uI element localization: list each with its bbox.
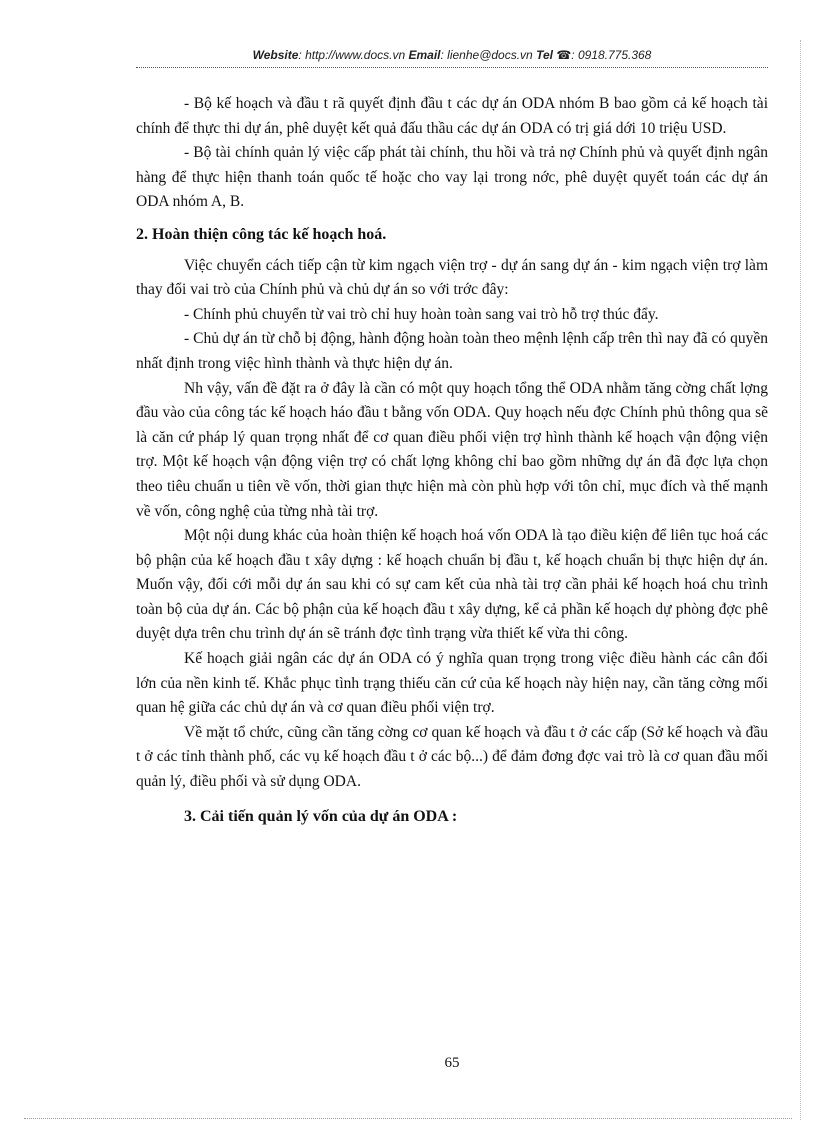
email-value: : lienhe@docs.vn xyxy=(440,48,533,62)
section-heading: 3. Cải tiến quản lý vốn của dự án ODA : xyxy=(184,807,458,825)
header-divider xyxy=(136,67,768,68)
paragraph: Việc chuyển cách tiếp cận từ kim ngạch viện trợ - dự án sang dự án - kim ngạch viện trợ làm thay đổi vai trò của Chính phủ và chủ dự án so với trớc đây: xyxy=(136,256,768,299)
document-body xyxy=(136,92,768,835)
paragraph: - Bộ kế hoạch và đầu t rã quyết định đầu t các dự án ODA nhóm B bao gồm cả kế hoạch tài chính để thực thi dự án, phê duyệt kết quả đấu thầu các dự án ODA có trị giá dới 10 triệu USD. xyxy=(136,95,768,137)
website-value: : http://www.docs.vn xyxy=(298,48,406,62)
paragraph: Một nội dung khác của hoàn thiện kế hoạch hoá vốn ODA là tạo điều kiện để liên tục hoá các bộ phận của kế hoạch đầu t xây dựng : kế hoạch chuẩn bị đầu t, kế hoạch chuẩn bị thực hiện dự án. Muốn vậy, đối cới mỗi dự án sau khi có sự cam kết của nhà tài trợ cần phải kế hoạch hoá chu trình toàn bộ của dự án. Các bộ phận của kế hoạch đầu t xây dựng, kể cả phần kế hoạch dự phòng đợc phê duyệt dựa trên chu trình dự án sẽ tránh đợc tình trạng vừa thiết kế vừa thi công. xyxy=(136,527,768,643)
paragraph: Nh vậy, vấn đề đặt ra ở đây là cần có một quy hoạch tổng thể ODA nhằm tăng cờng chất lợng đầu vào của công tác kế hoạch háo đầu t bằng vốn ODA. Quy hoạch nếu đợc Chính phủ thông qua sẽ là căn cứ pháp lý quan trọng nhất để cơ quan điều phối viện trợ hình thành kế hoạch vận động viện trợ. Một kế hoạch vận động viện trợ có chất lợng không chỉ bao gồm những dự án đã đợc lựa chọn theo tiêu chuẩn u tiên về vốn, thời gian thực hiện mà còn phù hợp với tôn chỉ, mục đích và thế mạnh về vốn, công nghệ của từng nhà tài trợ. xyxy=(136,379,768,520)
section-heading: 2. Hoàn thiện công tác kế hoạch hoá. xyxy=(136,225,387,243)
page-number: 65 xyxy=(444,1055,460,1071)
paragraph: Kế hoạch giải ngân các dự án ODA có ý nghĩa quan trọng trong việc điều hành các cân đối lớn của nền kinh tế. Khắc phục tình trạng thiếu căn cứ của kế hoạch này hiện nay, cần tăng cờng mối quan hệ giữa các chủ dự án và cơ quan điều phối viện trợ. xyxy=(136,650,768,717)
paragraph: - Bộ tài chính quản lý việc cấp phát tài chính, thu hồi và trả nợ Chính phủ và quyết định ngân hàng để thực hiện thanh toán quốc tế hoặc cho vay lại trong nớc, phê duyệt quyết toán các dự án ODA nhóm A, B. xyxy=(136,144,768,211)
email-label: Email xyxy=(408,48,441,62)
paragraph: - Chủ dự án từ chỗ bị động, hành động hoàn toàn theo mệnh lệnh cấp trên thì nay đã có quyền nhất định trong việc hình thành và thực hiện dự án. xyxy=(136,330,768,372)
right-divider xyxy=(800,40,801,1120)
page-header xyxy=(136,48,768,62)
website-label: Website xyxy=(252,48,299,62)
tel-label: Tel xyxy=(536,48,553,62)
paragraph: - Chính phủ chuyển từ vai trò chỉ huy hoàn toàn sang vai trò hỗ trợ thúc đẩy. xyxy=(184,305,659,323)
phone-icon: ☎ xyxy=(556,48,572,62)
bottom-divider xyxy=(24,1118,792,1119)
paragraph: Về mặt tổ chức, cũng cần tăng cờng cơ quan kế hoạch và đầu t ở các cấp (Sở kế hoạch và đầu t ở các tỉnh thành phố, các vụ kế hoạch đầu t ở các bộ...) để đảm đơng đợc vai trò là cơ quan đầu mối quản lý, điều phối và sử dụng ODA. xyxy=(136,723,768,791)
tel-value: : 0918.775.368 xyxy=(571,48,652,62)
